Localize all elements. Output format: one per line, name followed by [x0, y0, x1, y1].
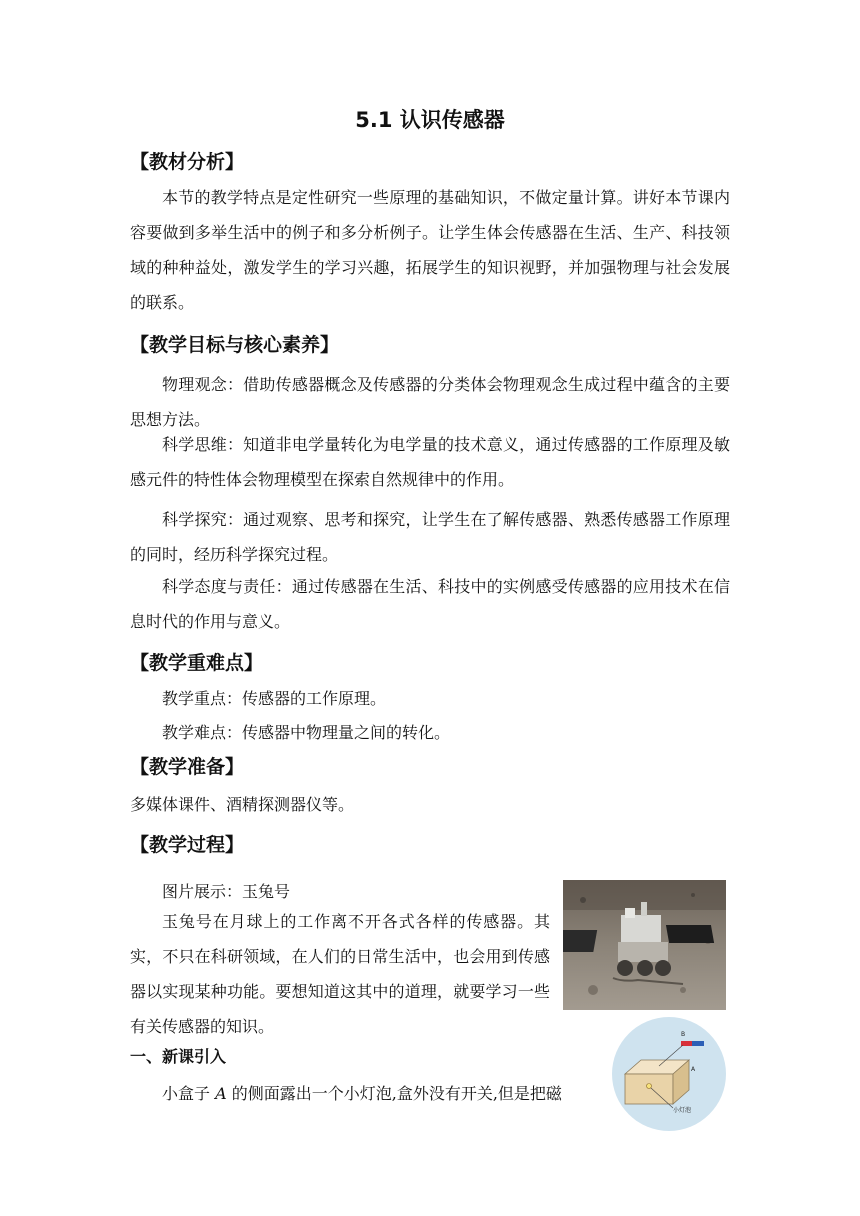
- key-point: 教学重点：传感器的工作原理。: [162, 689, 387, 708]
- goal-attitude-responsibility: 科学态度与责任：通过传感器在生活、科技中的实例感受传感器的应用技术在信息时代的作用与意义。: [130, 577, 730, 631]
- difficult-point: 教学难点：传感器中物理量之间的转化。: [162, 723, 451, 742]
- new-lesson-text-1: 小盒子: [162, 1084, 216, 1103]
- yutu-rover-photo: [563, 880, 726, 1010]
- page-title: 5.1 认识传感器: [355, 108, 505, 132]
- subsection-heading-new-lesson: 一、新课引入: [130, 1047, 227, 1066]
- bulb-label: 小灯泡: [673, 1107, 692, 1114]
- magnet-label: B: [681, 1031, 686, 1038]
- new-lesson-text-2: 的侧面露出一个小灯泡,盒外没有开关,但是把磁: [226, 1084, 562, 1103]
- new-lesson-paragraph: [130, 1076, 610, 1111]
- process-intro-paragraph: 玉兔号在月球上的工作离不开各式各样的传感器。其实，不只在科研领域，在人们的日常生活中，也会用到传感器以实现某种功能。要想知道这其中的道理，就要学习一些有关传感器的知识。: [130, 912, 550, 1036]
- preparation-text: 多媒体课件、酒精探测器仪等。: [130, 795, 355, 814]
- box-label: A: [691, 1066, 696, 1073]
- section-heading-preparation: 【教学准备】: [130, 756, 245, 778]
- goal-scientific-thinking: 科学思维：知道非电学量转化为电学量的技术意义，通过传感器的工作原理及敏感元件的特性体会物理模型在探索自然规律中的作用。: [130, 435, 730, 489]
- section-heading-analysis: 【教材分析】: [130, 151, 245, 173]
- section-heading-goals: 【教学目标与核心素养】: [130, 334, 340, 356]
- section-heading-process: 【教学过程】: [130, 834, 245, 856]
- analysis-paragraph: 本节的教学特点是定性研究一些原理的基础知识，不做定量计算。讲好本节课内容要做到多举生活中的例子和多分析例子。让学生体会传感器在生活、生产、科技领域的种种益处，激发学生的学习兴趣，拓展学生的知识视野，并加强物理与社会发展的联系。: [130, 188, 730, 312]
- box-label-a: A: [215, 1084, 227, 1103]
- goal-physics-concept: 物理观念：借助传感器概念及传感器的分类体会物理观念生成过程中蕴含的主要思想方法。: [130, 375, 730, 429]
- process-image-caption: 图片展示：玉兔号: [162, 882, 291, 901]
- goal-scientific-inquiry: 科学探究：通过观察、思考和探究，让学生在了解传感器、熟悉传感器工作原理的同时，经历科学探究过程。: [130, 510, 730, 564]
- section-heading-key-points: 【教学重难点】: [130, 652, 264, 674]
- magnet-box-diagram: [611, 1016, 727, 1132]
